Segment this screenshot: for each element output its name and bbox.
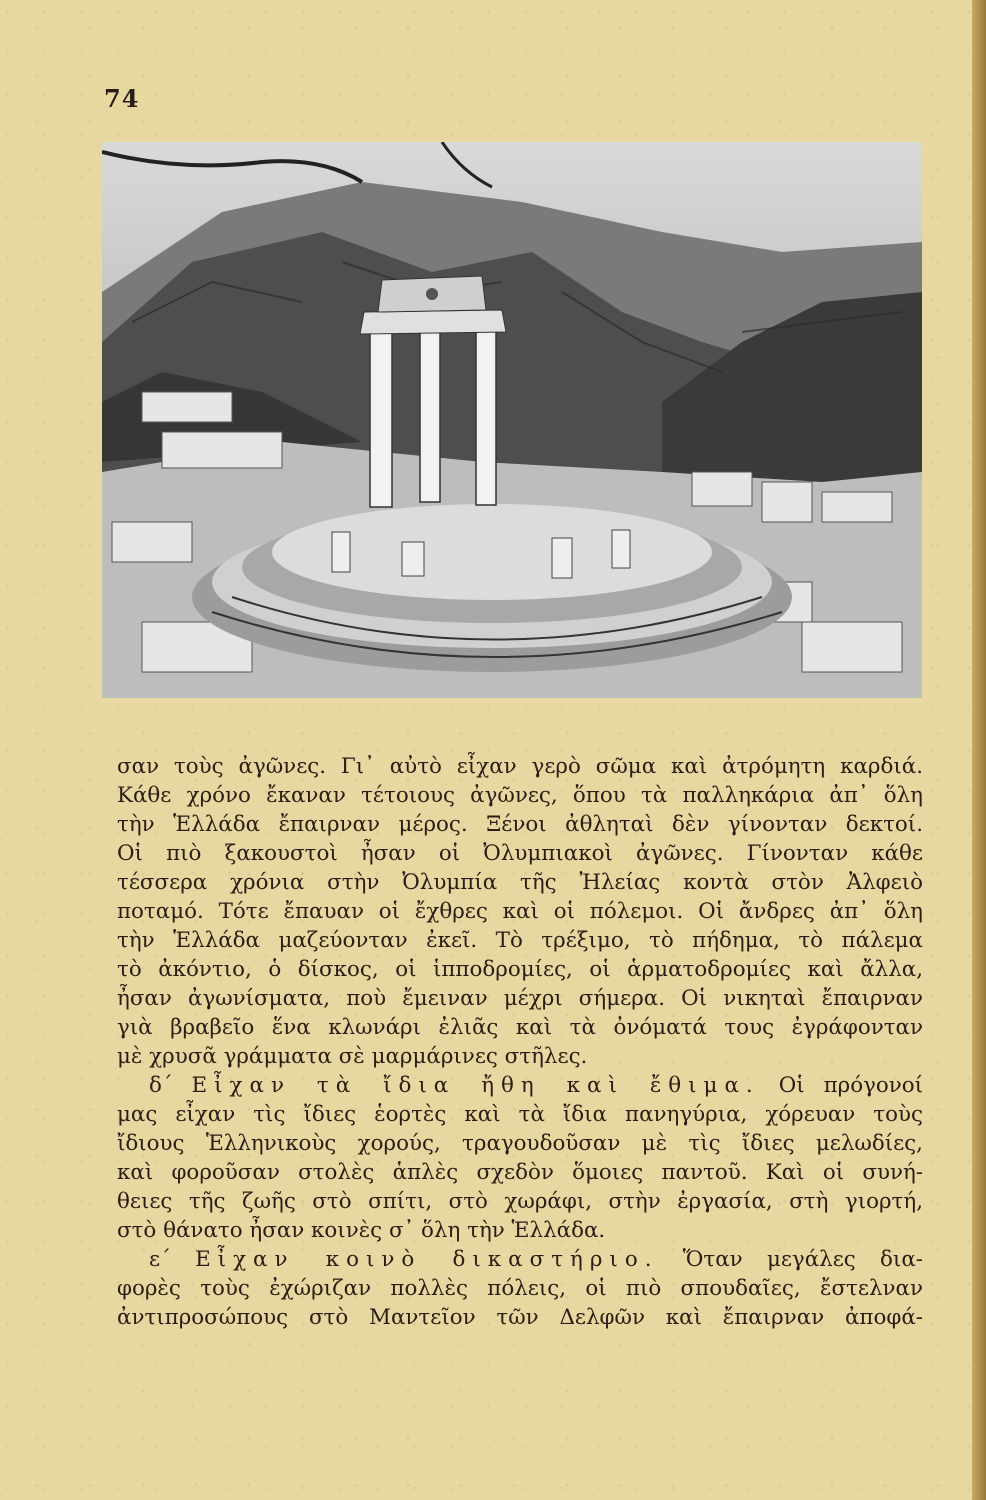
text-line: μὲ χρυσᾶ γράμματα σὲ μαρμάρινες στῆλες. [117, 1044, 588, 1069]
section-e-heading: Εἶχαν κοινὸ δικαστήριο. [195, 1247, 659, 1272]
text-line: καὶ φοροῦσαν στολὲς ἁπλὲς σχεδὸν ὅμοιες παντοῦ. Καὶ οἱ συνή- [117, 1160, 923, 1185]
page-edge [972, 0, 986, 1500]
text-line: Οἱ πιὸ ξακουστοὶ ἦσαν οἱ Ὀλυμπιακοὶ ἀγῶνες. Γίνονταν κάθε [117, 841, 923, 866]
page-number: 74 [104, 84, 140, 113]
text-line: φορὲς τοὺς ἐχώριζαν πολλὲς πόλεις, οἱ πιὸ σπουδαῖες, ἔστελναν [117, 1276, 923, 1301]
text-line: τέσσερα χρόνια στὴν Ὀλυμπία τῆς Ἠλείας κοντὰ στὸν Ἀλφειὸ [117, 870, 923, 895]
text-line: θειες τῆς ζωῆς στὸ σπίτι, στὸ χωράφι, στὴν ἐργασία, στὴ γιορτή, [117, 1189, 923, 1214]
section-e-marker: ε΄ [149, 1247, 171, 1272]
section-e-first-rest: Ὅταν μεγάλες δια- [682, 1247, 923, 1272]
text-line: Κάθε χρόνο ἔκαναν τέτοιους ἀγῶνες, ὅπου τὰ παλληκάρια ἀπ᾽ ὅλη [117, 783, 923, 808]
text-line: μας εἶχαν τὶς ἴδιες ἑορτὲς καὶ τὰ ἴδια πανηγύρια, χόρευαν τοὺς [117, 1102, 923, 1127]
body-text [117, 752, 923, 1332]
section-d-marker: δ΄ [149, 1073, 173, 1098]
text-line: ποταμό. Τότε ἔπαυαν οἱ ἔχθρες καὶ οἱ πόλεμοι. Οἱ ἄνδρες ἀπ᾽ ὅλη [117, 899, 923, 924]
text-line: τὸ ἀκόντιο, ὁ δίσκος, οἱ ἱπποδρομίες, οἱ ἁρματοδρομίες καὶ ἄλλα, [117, 957, 923, 982]
text-line: στὸ θάνατο ἦσαν κοινὲς σ᾽ ὅλη τὴν Ἑλλάδα. [117, 1218, 606, 1243]
text-line: τὴν Ἑλλάδα ἔπαιρναν μέρος. Ξένοι ἀθληταὶ δὲν γίνονταν δεκτοί. [117, 812, 923, 837]
section-d-first-rest: Οἱ πρόγονοί [778, 1073, 923, 1098]
section-d-heading: Εἶχαν τὰ ἴδια ἤθη καὶ ἔθιμα. [191, 1073, 760, 1098]
text-line: σαν τοὺς ἀγῶνες. Γι᾽ αὐτὸ εἶχαν γερὸ σῶμα καὶ ἀτρόμητη καρδιά. [117, 754, 923, 779]
text-line: τὴν Ἑλλάδα μαζεύονταν ἐκεῖ. Τὸ τρέξιμο, τὸ πήδημα, τὸ πάλεμα [117, 928, 923, 953]
text-line: ἦσαν ἀγωνίσματα, ποὺ ἔμειναν μέχρι σήμερα. Οἱ νικηταὶ ἔπαιρναν [117, 986, 923, 1011]
text-line: ἴδιους Ἑλληνικοὺς χορούς, τραγουδοῦσαν μὲ τὶς ἴδιες μελωδίες, [117, 1131, 923, 1156]
section-e-first-line [117, 1245, 923, 1274]
photo-tholos-delphi [102, 142, 922, 698]
section-d-first-line [117, 1071, 923, 1100]
text-line: ἀντιπροσώπους στὸ Μαντεῖον τῶν Δελφῶν καὶ ἔπαιρναν ἀποφά- [117, 1305, 923, 1330]
text-line: γιὰ βραβεῖο ἕνα κλωνάρι ἐλιᾶς καὶ τὰ ὀνόματά τους ἐγράφονταν [117, 1015, 923, 1040]
